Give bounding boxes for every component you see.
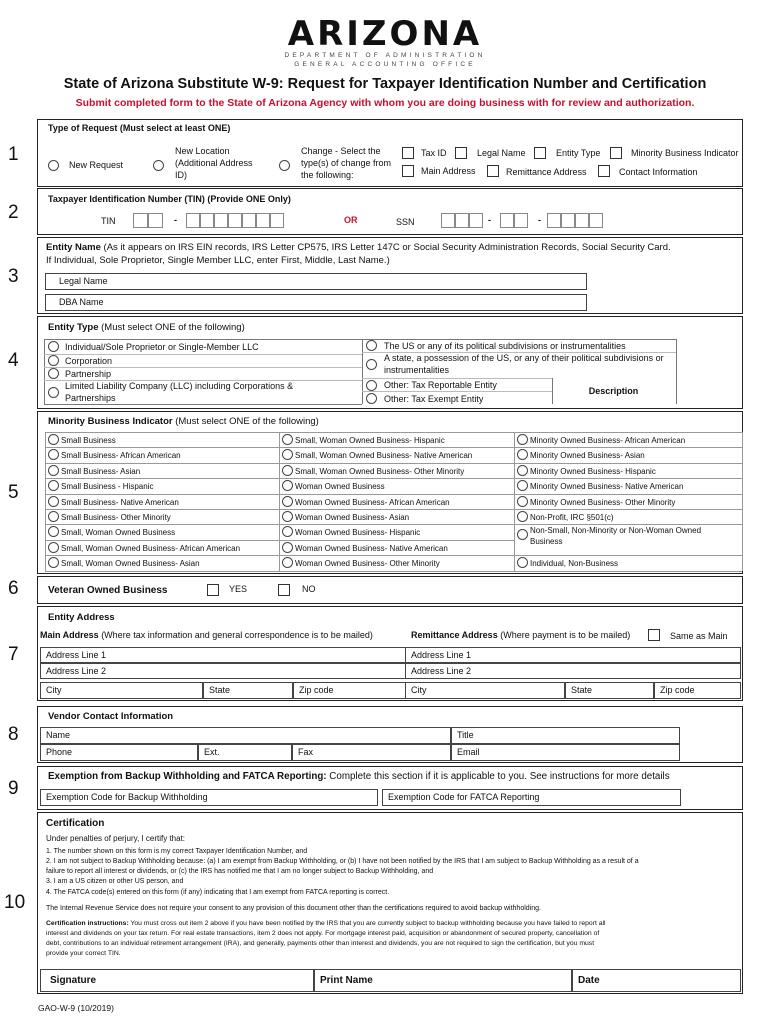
certification-instructions-2: interest and dividends on your tax return. For real estate transactions, item 2 does not apply. For mortgage interest paid, acquisition or abandonment of secured property, cancellation of <box>46 930 600 937</box>
minority-option-label: Small, Woman Owned Business- Other Minority <box>295 466 465 476</box>
minority-option-radio[interactable] <box>48 480 59 491</box>
minority-option-label: Woman Owned Business- Native American <box>295 543 448 553</box>
section-vendor-contact <box>37 706 743 763</box>
ssn-digit[interactable] <box>514 213 528 228</box>
section-entity-address <box>37 606 743 701</box>
tin-digit[interactable] <box>242 213 256 228</box>
ssn-digit[interactable] <box>455 213 469 228</box>
entity-address-heading: Entity Address <box>48 612 115 623</box>
corporation-radio[interactable] <box>48 355 59 366</box>
remittance-address-checkbox[interactable] <box>487 165 499 177</box>
row-divider <box>45 509 279 510</box>
minority-option-radio[interactable] <box>282 480 293 491</box>
minority-option-label: Woman Owned Business- Hispanic <box>295 528 421 538</box>
fatca-code-input[interactable]: Exemption Code for FATCA Reporting <box>382 789 681 806</box>
change-label-1: Change - Select the <box>301 146 381 156</box>
row-divider <box>514 509 742 510</box>
minority-option-label: Woman Owned Business- Other Minority <box>295 559 440 569</box>
new-request-radio[interactable] <box>48 160 59 171</box>
minority-option-radio[interactable] <box>517 496 528 507</box>
minority-option-radio[interactable] <box>517 529 528 540</box>
main-address-checkbox[interactable] <box>402 165 414 177</box>
section-number-7: 7 <box>8 644 19 665</box>
ssn-dash: - <box>488 215 491 225</box>
partnership-radio[interactable] <box>48 368 59 379</box>
minority-option-label: Woman Owned Business- Asian <box>295 513 410 522</box>
section-entity-name <box>37 237 743 314</box>
legal-name-input[interactable]: Legal Name <box>45 273 587 290</box>
tin-digit[interactable] <box>214 213 228 228</box>
entity-name-heading-bold: Entity Name <box>46 242 101 253</box>
entity-type-heading <box>48 322 245 333</box>
minority-option-label: Woman Owned Business <box>295 482 385 492</box>
section-number-4: 4 <box>8 350 19 371</box>
entity-name-heading-rest: (As it appears on IRS EIN records, IRS Letter CP575, IRS Letter 147C or Social Security Administration Records, Social Security Card. <box>100 242 671 253</box>
tin-digit[interactable] <box>256 213 270 228</box>
arizona-logo: ARIZONA <box>287 14 483 54</box>
minority-option-label: Woman Owned Business- African American <box>295 497 450 507</box>
vendor-contact-heading: Vendor Contact Information <box>48 711 174 722</box>
row-divider <box>514 494 742 495</box>
row-divider <box>279 447 514 448</box>
section-number-3: 3 <box>8 266 19 287</box>
certification-item-3: 3. I am a US citizen or other US person, and <box>46 878 184 885</box>
remit-state-input[interactable]: State <box>565 682 654 699</box>
exemption-heading <box>48 771 670 782</box>
minority-option-radio[interactable] <box>282 526 293 537</box>
tax-reportable-label: Other: Tax Reportable Entity <box>384 380 497 390</box>
row-divider <box>514 432 742 433</box>
minority-option-radio[interactable] <box>48 557 59 568</box>
section-number-6: 6 <box>8 578 19 599</box>
description-label: Description <box>588 386 639 396</box>
row-divider <box>514 463 742 464</box>
tin-digit[interactable] <box>228 213 242 228</box>
form-version-footer: GAO-W-9 (10/2019) <box>38 1003 114 1013</box>
section-number-5: 5 <box>8 482 19 503</box>
minority-business-heading-bold: Minority Business Indicator <box>48 416 173 427</box>
tax-exempt-label: Other: Tax Exempt Entity <box>384 394 484 404</box>
contact-ext-input[interactable]: Ext. <box>198 744 292 761</box>
minority-option-label: Small, Woman Owned Business- Asian <box>61 559 200 569</box>
row-divider <box>45 432 279 433</box>
minority-option-radio[interactable] <box>517 511 528 522</box>
certification-item-1: 1. The number shown on this form is my correct Taxpayer Identification Number, and <box>46 848 308 855</box>
row-divider <box>279 432 514 433</box>
change-label-2: type(s) of change from <box>301 158 392 168</box>
state-government-label-2: instrumentalities <box>384 365 450 375</box>
print-name-field[interactable]: Print Name <box>314 969 572 992</box>
section-veteran-owned <box>37 576 743 604</box>
row-divider <box>45 478 279 479</box>
individual-label: Individual/Sole Proprietor or Single-Member LLC <box>65 342 259 352</box>
remit-city-input[interactable]: City <box>405 682 565 699</box>
veteran-yes-label: YES <box>229 584 248 594</box>
new-request-label: New Request <box>69 160 124 170</box>
contact-title-input[interactable]: Title <box>451 727 680 744</box>
corporation-label: Corporation <box>65 356 113 366</box>
certification-item-4: 4. The FATCA code(s) entered on this form (if any) indicating that I am exempt from FATCA reporting is correct. <box>46 889 390 896</box>
minority-option-label: Small Business- African American <box>61 451 181 461</box>
row-divider <box>45 463 279 464</box>
minority-option-label: Small Business <box>61 436 116 445</box>
state-government-radio[interactable] <box>366 359 377 370</box>
veteran-yes-checkbox[interactable] <box>207 584 219 596</box>
remittance-address-heading-rest: (Where payment is to be mailed) <box>497 630 631 640</box>
minority-option-label: Small, Woman Owned Business- African American <box>61 543 241 553</box>
minority-option-label: Minority Owned Business- Other Minority <box>530 497 676 507</box>
ssn-digit[interactable] <box>500 213 514 228</box>
column-border <box>514 432 515 571</box>
tin-digit[interactable] <box>270 213 284 228</box>
minority-option-radio[interactable] <box>48 465 59 476</box>
minority-business-heading <box>48 416 319 427</box>
row-divider <box>279 555 514 556</box>
tax-exempt-radio[interactable] <box>366 393 377 404</box>
section-number-2: 2 <box>8 202 19 223</box>
contact-email-input[interactable]: Email <box>451 744 680 761</box>
minority-option-radio[interactable] <box>282 465 293 476</box>
certification-instructions-3: debt, contributions to an individual retirement arrangement (IRA), and generally, payments other than interest and dividends, you are not required to sign the certification, but you must <box>46 940 595 947</box>
contact-information-checkbox[interactable] <box>598 165 610 177</box>
row-divider <box>45 571 742 572</box>
minority-option-radio[interactable] <box>48 434 59 445</box>
veteran-owned-label: Veteran Owned Business <box>48 585 168 596</box>
entity-type-checkbox[interactable] <box>534 147 546 159</box>
new-location-label-1: New Location <box>175 146 230 156</box>
section-type-of-request <box>37 119 743 187</box>
row-divider <box>279 494 514 495</box>
minority-option-radio[interactable] <box>282 542 293 553</box>
section-certification <box>37 812 743 994</box>
row-divider <box>514 555 742 556</box>
contact-fax-input[interactable]: Fax <box>292 744 451 761</box>
entity-type-heading-rest: (Must select ONE of the following) <box>98 322 245 333</box>
minority-option-radio[interactable] <box>48 526 59 537</box>
certification-instructions-bold: Certification instructions: <box>46 920 129 927</box>
logo-subtitle-2: GENERAL ACCOUNTING OFFICE <box>294 61 476 68</box>
minority-option-label: Minority Owned Business- Hispanic <box>530 466 656 476</box>
tin-digit[interactable] <box>200 213 214 228</box>
remittance-address-label: Remittance Address <box>506 167 587 177</box>
form-subtitle: Submit completed form to the State of Arizona Agency with whom you are doing business with for review and authorization. <box>75 97 695 109</box>
row-divider <box>279 509 514 510</box>
minority-option-radio[interactable] <box>282 496 293 507</box>
ssn-label: SSN <box>396 217 415 227</box>
remittance-address-heading-bold: Remittance Address <box>411 630 498 640</box>
tax-id-label: Tax ID <box>421 148 447 158</box>
main-address-label: Main Address <box>421 166 476 176</box>
minority-option-label: Small, Woman Owned Business <box>61 528 176 538</box>
section-number-9: 9 <box>8 778 19 799</box>
minority-option-label: Non-Small, Non-Minority or Non-Woman Owned <box>530 526 702 536</box>
same-as-main-label: Same as Main <box>670 631 728 641</box>
new-location-label-2: (Additional Address <box>175 158 253 168</box>
us-government-label: The US or any of its political subdivisions or instrumentalities <box>384 341 626 351</box>
row-divider <box>45 447 279 448</box>
column-border <box>742 432 743 571</box>
llc-label-1: Limited Liability Company (LLC) including Corporations & <box>65 381 294 391</box>
tin-dash: - <box>174 215 177 225</box>
column-border <box>45 432 46 571</box>
section-number-8: 8 <box>8 724 19 745</box>
certification-instructions-4: provide your correct TIN. <box>46 950 121 957</box>
individual-radio[interactable] <box>48 341 59 352</box>
minority-option-radio[interactable] <box>282 434 293 445</box>
minority-option-radio[interactable] <box>517 465 528 476</box>
main-address-line1-input[interactable]: Address Line 1 <box>40 647 407 663</box>
partnership-label: Partnership <box>65 369 112 379</box>
entity-name-heading-line2: If Individual, Sole Proprietor, Single Member LLC, enter First, Middle, Last Name.) <box>46 255 390 266</box>
ssn-digit[interactable] <box>561 213 575 228</box>
certification-item-2b: failure to report all interest or dividends, or (c) the IRS has notified me that I am no longer subject to Backup Withholding, and <box>46 868 434 875</box>
minority-option-radio[interactable] <box>517 557 528 568</box>
certification-item-2a: 2. I am not subject to Backup Withholding because: (a) I am exempt from Backup Withholding, or (b) I have not been notified by the IRS that I am subject to Backup Withholding as a result of a <box>46 858 639 865</box>
minority-option-label: Small, Woman Owned Business- Hispanic <box>295 436 445 445</box>
ssn-digit[interactable] <box>575 213 589 228</box>
tin-label: TIN <box>101 216 116 226</box>
minority-option-label: Small Business- Other Minority <box>61 513 171 522</box>
signature-field[interactable]: Signature <box>40 969 314 992</box>
minority-option-radio[interactable] <box>48 496 59 507</box>
remittance-address-heading <box>411 630 630 641</box>
minority-option-radio[interactable] <box>48 542 59 553</box>
minority-option-label: Minority Owned Business- Asian <box>530 451 645 461</box>
us-government-radio[interactable] <box>366 340 377 351</box>
minority-option-label: Minority Owned Business- Native American <box>530 482 684 492</box>
minority-option-label: Small Business- Native American <box>61 497 179 507</box>
minority-business-label: Minority Business Indicator <box>631 148 739 158</box>
certification-heading: Certification <box>46 818 105 829</box>
type-of-request-heading: Type of Request (Must select at least ONE) <box>48 123 231 133</box>
minority-option-radio[interactable] <box>517 434 528 445</box>
row-divider <box>45 555 279 556</box>
section-entity-type <box>37 316 743 409</box>
minority-option-radio[interactable] <box>517 480 528 491</box>
minority-option-radio[interactable] <box>48 449 59 460</box>
main-zip-input[interactable]: Zip code <box>293 682 407 699</box>
main-address-heading-rest: (Where tax information and general correspondence is to be mailed) <box>98 630 373 640</box>
minority-option-radio[interactable] <box>282 511 293 522</box>
change-label-3: the following: <box>301 170 354 180</box>
ssn-digit[interactable] <box>469 213 483 228</box>
contact-phone-input[interactable]: Phone <box>40 744 198 761</box>
tax-reportable-radio[interactable] <box>366 380 377 391</box>
minority-business-checkbox[interactable] <box>610 147 622 159</box>
contact-information-label: Contact Information <box>619 167 698 177</box>
remit-address-line1-input[interactable]: Address Line 1 <box>405 647 741 663</box>
minority-option-radio[interactable] <box>48 511 59 522</box>
irs-consent-note: The Internal Revenue Service does not require your consent to any provision of this document other than the certifications required to avoid backup withholding. <box>46 905 541 912</box>
legal-name-label: Legal Name <box>477 148 526 158</box>
minority-business-heading-rest: (Must select ONE of the following) <box>172 416 319 427</box>
minority-option-label: Small, Woman Owned Business- Native American <box>295 451 473 461</box>
row-divider <box>45 540 279 541</box>
row-divider <box>45 494 279 495</box>
minority-option-radio[interactable] <box>282 449 293 460</box>
row-divider <box>279 463 514 464</box>
minority-option-label: Non-Profit, IRC §501(c) <box>530 513 614 522</box>
main-address-heading <box>40 630 373 641</box>
certification-instructions-1 <box>46 919 606 929</box>
new-location-label-3: ID) <box>175 170 187 180</box>
exemption-heading-bold: Exemption from Backup Withholding and FATCA Reporting: <box>48 771 327 782</box>
or-label: OR <box>344 215 358 225</box>
section-tin <box>37 188 743 235</box>
veteran-no-label: NO <box>302 584 316 594</box>
backup-withholding-code-input[interactable]: Exemption Code for Backup Withholding <box>40 789 378 806</box>
minority-option-radio[interactable] <box>517 449 528 460</box>
row-divider <box>514 447 742 448</box>
section-number-10: 10 <box>4 892 26 913</box>
same-as-main-checkbox[interactable] <box>648 629 660 641</box>
date-field[interactable]: Date <box>572 969 741 992</box>
row-divider <box>514 478 742 479</box>
veteran-no-checkbox[interactable] <box>278 584 290 596</box>
legal-name-checkbox[interactable] <box>455 147 467 159</box>
minority-option-radio[interactable] <box>282 557 293 568</box>
entity-type-heading-bold: Entity Type <box>48 322 99 333</box>
minority-option-label: Individual, Non-Business <box>530 559 619 569</box>
change-radio[interactable] <box>279 160 290 171</box>
ssn-dash: - <box>538 215 541 225</box>
minority-option-label: Small Business- Asian <box>61 466 141 476</box>
section-minority-business <box>37 411 743 574</box>
tin-digit[interactable] <box>133 213 148 228</box>
column-border <box>279 432 280 571</box>
main-state-input[interactable]: State <box>203 682 293 699</box>
state-government-label-1: A state, a possession of the US, or any of their political subdivisions or <box>384 353 664 363</box>
tin-digit[interactable] <box>148 213 163 228</box>
section-exemption <box>37 766 743 810</box>
entity-type-label: Entity Type <box>556 148 601 158</box>
row-divider <box>279 540 514 541</box>
dba-name-input[interactable]: DBA Name <box>45 294 587 311</box>
tin-digit[interactable] <box>186 213 200 228</box>
exemption-heading-rest: Complete this section if it is applicable to you. See instructions for more details <box>326 771 670 782</box>
tax-id-checkbox[interactable] <box>402 147 414 159</box>
logo-subtitle-1: DEPARTMENT OF ADMINISTRATION <box>284 52 486 59</box>
new-location-radio[interactable] <box>153 160 164 171</box>
certification-intro: Under penalties of perjury, I certify that: <box>46 834 186 843</box>
certification-instructions-rest: You must cross out item 2 above if you have been notified by the IRS that you are currently subject to backup withholding because you have failed to report all <box>128 920 606 927</box>
main-address-heading-bold: Main Address <box>40 630 99 640</box>
llc-label-2: Partnerships <box>65 393 116 403</box>
row-divider <box>279 524 514 525</box>
main-address-line2-input[interactable]: Address Line 2 <box>40 663 407 679</box>
tin-heading: Taxpayer Identification Number (TIN) (Provide ONE Only) <box>48 194 291 204</box>
ssn-digit[interactable] <box>547 213 561 228</box>
llc-radio[interactable] <box>48 387 59 398</box>
section-number-1: 1 <box>8 144 19 165</box>
ssn-digit[interactable] <box>441 213 455 228</box>
main-city-input[interactable]: City <box>40 682 203 699</box>
remit-zip-input[interactable]: Zip code <box>654 682 741 699</box>
entity-name-heading <box>46 242 671 253</box>
minority-option-label: Business <box>530 537 563 547</box>
remit-address-line2-input[interactable]: Address Line 2 <box>405 663 741 679</box>
form-title: State of Arizona Substitute W-9: Request for Taxpayer Identification Number and Certification <box>63 76 707 92</box>
ssn-digit[interactable] <box>589 213 603 228</box>
minority-option-label: Small Business - Hispanic <box>61 482 154 492</box>
contact-name-input[interactable]: Name <box>40 727 451 744</box>
minority-option-label: Minority Owned Business- African American <box>530 436 686 445</box>
row-divider <box>279 478 514 479</box>
row-divider <box>45 524 279 525</box>
